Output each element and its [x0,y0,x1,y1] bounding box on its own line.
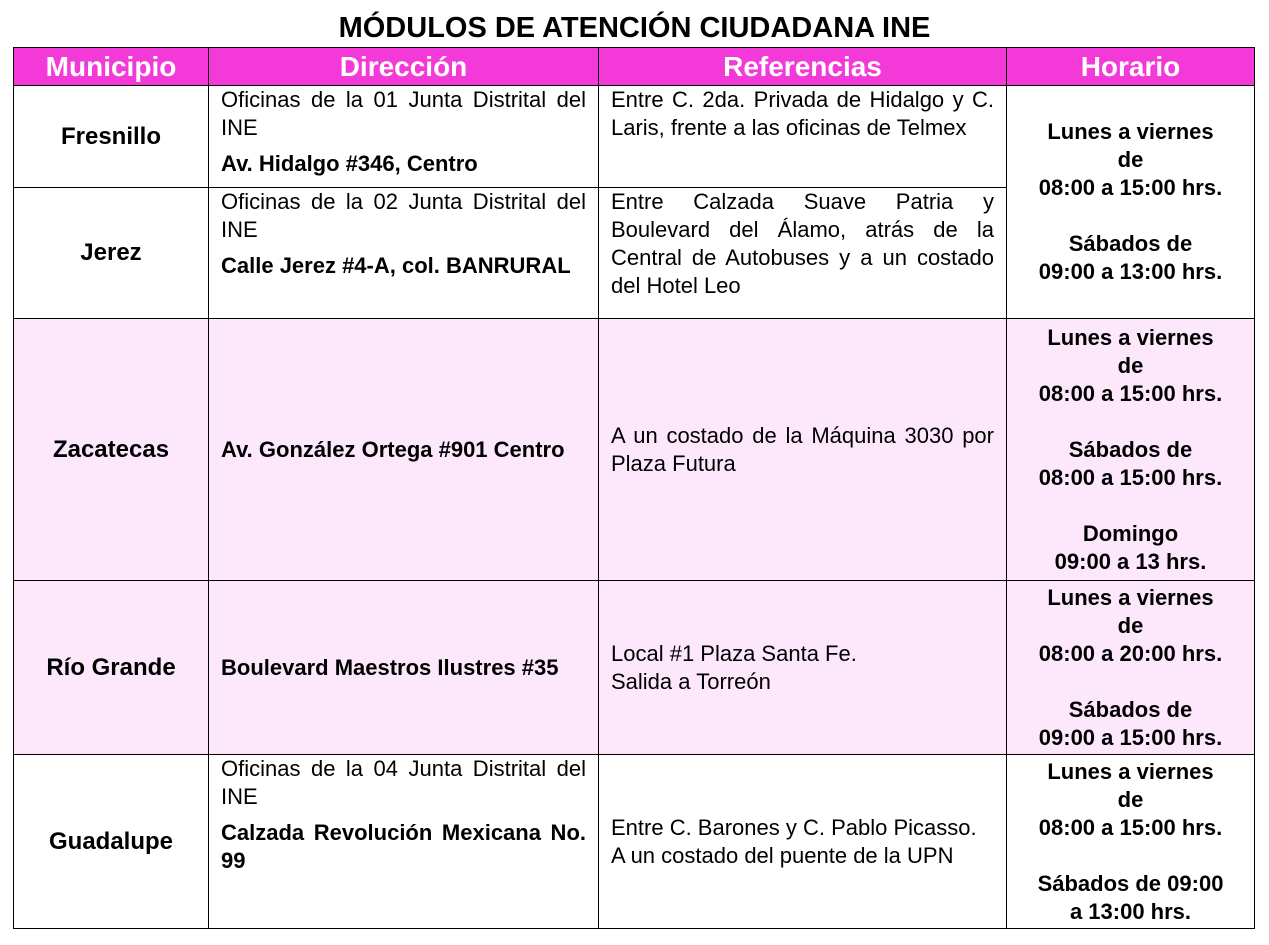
horario-line: Lunes a viernes [1047,584,1214,610]
horario-line: 08:00 a 20:00 hrs. [1038,640,1223,666]
modules-table [13,47,1255,929]
referencias-cell [599,86,1007,188]
horario-line: Sábados de [1068,696,1193,722]
page-title: MÓDULOS DE ATENCIÓN CIUDADANA INE [338,12,931,44]
header-direccion: Dirección [209,48,599,86]
referencia-text: Local #1 Plaza Santa Fe. [611,640,857,666]
horario-line: Lunes a viernes [1047,119,1214,144]
horario-line: 09:00 a 15:00 hrs. [1038,724,1223,750]
horario-line: Domingo [1082,520,1179,546]
direccion-text: Av. Hidalgo #346, Centro [221,151,478,176]
horario-line: 08:00 a 15:00 hrs. [1038,175,1223,200]
referencia-text: A un costado de la Máquina 3030 por Plaza Futura [611,422,994,476]
horario-cell [1007,581,1255,755]
referencia-text: Entre C. Barones y C. Pablo Picasso. [611,814,977,840]
header-horario: Horario [1007,48,1255,86]
referencias-cell [599,188,1007,319]
direccion-cell [209,581,599,755]
direccion-text: Boulevard Maestros Ilustres #35 [221,654,559,680]
horario-line: Sábados de 09:00 [1037,870,1224,896]
municipio-cell: Guadalupe [14,755,209,929]
horario-line: 08:00 a 15:00 hrs. [1038,464,1223,490]
direccion-cell [209,319,599,581]
header-municipio: Municipio [14,48,209,86]
horario-line: de [1117,612,1144,638]
horario-cell [1007,319,1255,581]
horario-line: de [1117,352,1144,378]
horario-cell [1007,755,1255,929]
referencia-text: A un costado del puente de la UPN [611,842,954,868]
referencias-cell [599,319,1007,581]
direccion-text: Av. González Ortega #901 Centro [221,436,565,462]
table-row [14,319,1255,581]
municipio-cell: Zacatecas [14,319,209,581]
direccion-cell [209,188,599,319]
referencia-text: Entre Calzada Suave Patria y Boulevard del Álamo, atrás de la Central de Autobuses y a un costado del Hotel Leo [611,189,994,298]
horario-line: Sábados de [1068,231,1193,256]
oficina-text: Oficinas de la 02 Junta Distrital del INE [221,189,586,242]
horario-line: de [1117,147,1144,172]
municipio-cell: Fresnillo [14,86,209,188]
header-row [14,48,1255,86]
horario-line: 09:00 a 13:00 hrs. [1038,259,1223,284]
referencia-text: Salida a Torreón [611,668,771,694]
oficina-text: Oficinas de la 01 Junta Distrital del INE [221,87,586,140]
direccion-text: Calle Jerez #4-A, col. BANRURAL [221,253,571,278]
table-row [14,581,1255,755]
horario-line: Lunes a viernes [1047,324,1214,350]
horario-cell [1007,86,1255,319]
horario-line: Lunes a viernes [1047,758,1214,784]
table-row [14,86,1255,188]
municipio-cell: Río Grande [14,581,209,755]
horario-line: de [1117,786,1144,812]
horario-line: 08:00 a 15:00 hrs. [1038,380,1223,406]
referencia-text: Entre C. 2da. Privada de Hidalgo y C. Laris, frente a las oficinas de Telmex [611,87,994,140]
table-row [14,755,1255,929]
direccion-cell [209,755,599,929]
referencias-cell [599,581,1007,755]
oficina-text: Oficinas de la 04 Junta Distrital del INE [221,756,586,809]
horario-line: a 13:00 hrs. [1069,898,1192,924]
referencias-cell [599,755,1007,929]
header-referencias: Referencias [599,48,1007,86]
horario-line: 08:00 a 15:00 hrs. [1038,814,1223,840]
direccion-text: Calzada Revolución Mexicana No. 99 [221,820,586,873]
direccion-cell [209,86,599,188]
horario-line: Sábados de [1068,436,1193,462]
horario-line: 09:00 a 13 hrs. [1054,548,1207,574]
municipio-cell: Jerez [14,188,209,319]
